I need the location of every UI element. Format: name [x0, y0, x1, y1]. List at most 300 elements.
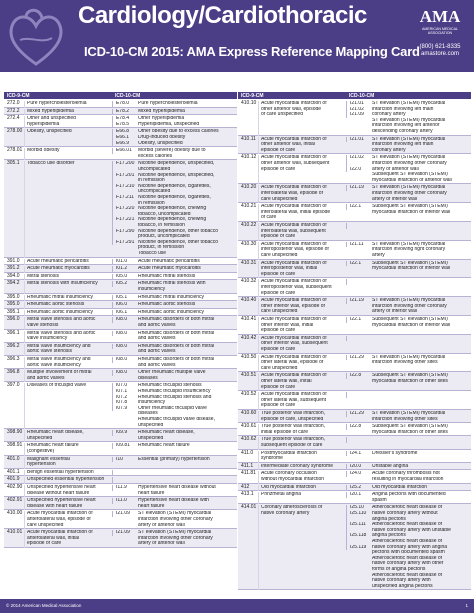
table-row [238, 154, 471, 184]
table-row [4, 160, 237, 257]
icd10-code [112, 109, 136, 115]
icd10-code-line: I06.1 [116, 309, 128, 315]
icd10-code [112, 443, 136, 449]
icd10-description-line: Rheumatic disorders of both mitral [138, 357, 215, 362]
icd10-description-line: spasm [372, 497, 387, 503]
icd9-description-line: hypertension [27, 462, 56, 468]
icd10-code-line: I08.0 [116, 370, 128, 376]
table-row [238, 372, 471, 391]
icd9-description-line: Rheumatic aortic stenosis [27, 302, 85, 308]
icd10-description-line: Rheumatic mitral insufficiency [138, 294, 205, 300]
icd9-description [24, 331, 109, 343]
icd9-description-line: True posterior wall infarction, [261, 424, 326, 430]
icd9-description [258, 471, 343, 483]
icd10-code-line: I21.02 [350, 155, 364, 161]
icd10-description [372, 485, 469, 491]
footer [0, 599, 474, 613]
icd10-code-line: F17.200 [116, 161, 135, 167]
icd10-code [346, 437, 370, 443]
icd10-code [346, 492, 370, 498]
icd9-description-line: Acute myocardial infarction of [261, 260, 327, 266]
icd9-description-line: episode of care [261, 290, 296, 296]
icd9-description-line: True posterior wall infarction, [261, 437, 326, 443]
icd10-description-line: Rheumatic disorders of both mitral [138, 330, 215, 336]
icd10-description-line: and aortic valves [138, 336, 176, 342]
icd10-code [112, 430, 136, 436]
icd10-code [112, 530, 136, 536]
icd10-description [372, 464, 469, 470]
table-row [4, 330, 237, 343]
icd9-description-line: Acute myocardial infarction of [261, 223, 327, 228]
ama-logo-block [410, 8, 470, 66]
icd9-description [258, 451, 343, 463]
icd10-description [138, 457, 235, 463]
icd9-code: 305.1 [7, 160, 20, 167]
icd10-description-line: Subsequent ST elevation (STEMI) [372, 424, 448, 430]
icd10-code-line: I21.09 [116, 530, 130, 536]
icd9-description-line: and aortic valves [27, 375, 65, 381]
icd9-description-line: inferoposterior wall, episode of [261, 247, 329, 253]
icd9-code: 401.9 [7, 476, 20, 483]
icd10-code [112, 266, 136, 272]
icd9-code: 414.01 [241, 504, 257, 511]
icd10-description [138, 274, 235, 280]
icd10-description [372, 223, 469, 229]
icd9-description-line: care unspecified [261, 252, 298, 258]
icd10-code-line: I21.09 [116, 511, 130, 517]
icd10-code [346, 261, 370, 267]
icd9-code: 413.1 [241, 491, 254, 498]
icd9-description-line: Rheumatic heart disease, [27, 430, 84, 436]
icd10-description-line: Pure hypercholesterolemia [138, 101, 198, 106]
icd10-description-line: infarction involving other coronary [372, 303, 447, 309]
icd9-code: 397.0 [7, 382, 20, 389]
icd10-description [372, 451, 469, 457]
icd10-code-line: I21.01 [350, 136, 364, 142]
icd10-code-line: E78.5 [116, 121, 130, 127]
icd10-description-line: angina pectoris [372, 533, 406, 539]
icd10-description-line [138, 470, 235, 476]
icd10-description-line: artery [372, 252, 385, 258]
icd10-code [346, 101, 370, 118]
icd10-code [112, 511, 136, 517]
icd10-description-line: myocardial infarction of inferior wall [372, 266, 451, 272]
icd10-code [346, 355, 370, 361]
icd10-code-line: I22.8 [350, 424, 362, 430]
icd10-description-line: Acute coronary thrombosis not [372, 471, 440, 477]
phone-number: (800) 621-8335 [419, 44, 461, 50]
icd9-description-line: disease with heart failure [27, 503, 83, 509]
icd9-code: 410.40 [241, 297, 257, 304]
icd10-description-line: Rheumatic tricuspid valve disease, [138, 416, 215, 422]
icd10-description-line: Hypertensive heart disease with [138, 498, 209, 504]
icd10-description-line: Nicotine dependence, unspecified, [138, 161, 215, 167]
table-row [4, 529, 237, 548]
icd10-description-line: Atherosclerotic heart disease of [372, 572, 443, 578]
icd9-description-line: Intermediate coronary syndrome [261, 463, 333, 469]
icd10-code-line: F17.201 [116, 172, 135, 178]
icd10-description-line: infarction involving other coronary [372, 160, 447, 166]
icd10-code-line: I21.29 [350, 354, 364, 360]
icd10-code-line: I21.09 [350, 112, 364, 118]
icd10-description-line: Morbid (severe) obesity due to [138, 148, 206, 154]
table-row [4, 497, 237, 510]
table-row [238, 297, 471, 316]
icd10-description-line: Dressler's syndrome [372, 450, 418, 456]
table-row [4, 382, 237, 429]
icd10-code-line: I01.0 [116, 258, 128, 264]
icd10-code [112, 457, 136, 463]
table-row [4, 301, 237, 309]
icd10-description-line: ST elevation (STEMI) myocardial [372, 101, 446, 106]
icd9-description-line: True posterior wall infarction, [261, 411, 326, 416]
icd10-code-line: I05.2 [116, 281, 128, 287]
icd10-description [138, 498, 235, 509]
icd9-description-line: episode of care [261, 328, 296, 334]
icd9-description [258, 317, 343, 335]
icd10-code [346, 411, 370, 417]
icd9-code: 272.2 [7, 107, 20, 114]
icd10-description-line: ST elevation (STEMI) myocardial [138, 511, 212, 517]
icd10-description-line: Old myocardial infarction [372, 484, 428, 490]
icd10-code-line: I08.0 [116, 357, 128, 362]
icd9-description [24, 259, 109, 266]
table-row [4, 273, 237, 281]
icd9-description-line: without myocardial infarction [261, 476, 325, 482]
icd10-description-line: myocardial infarction of other sites [372, 429, 448, 435]
icd10-description [138, 302, 235, 308]
icd10-code [112, 281, 136, 287]
icd10-description [372, 437, 469, 443]
icd10-code [112, 274, 136, 280]
icd9-description [24, 148, 109, 160]
icd9-code: 402.91 [7, 497, 23, 504]
icd10-description-line [372, 336, 469, 342]
icd9-description [24, 101, 109, 108]
icd10-description-line: Hypertensive heart disease without [138, 485, 216, 490]
icd9-code: 410.20 [241, 184, 257, 191]
icd10-code-line [350, 392, 370, 398]
table-row [238, 203, 471, 222]
icd9-description [258, 279, 343, 297]
icd10-description-line: Essential (primary) hypertension [138, 456, 210, 462]
icd10-description-line: Rheumatic heart failure [138, 443, 190, 449]
icd10-code-line [350, 437, 370, 443]
icd10-description-line: ST elevation (STEMI) myocardial [372, 241, 446, 247]
icd9-description-line: other anterior wall, initial [261, 142, 315, 148]
icd9-description-line: inferolateral wall, episode of [261, 190, 323, 196]
header-banner [0, 0, 474, 72]
icd10-description-line: infarction involving right coronary [372, 247, 446, 253]
icd10-code-line: F17.211 [116, 194, 134, 200]
table-row [4, 316, 237, 329]
icd9-description-line: episode of care [261, 166, 296, 172]
icd10-description [372, 492, 469, 503]
icd9-description-line: inferoposterior wall, initial [261, 266, 318, 272]
icd10-description-line [372, 279, 469, 285]
icd9-code: 394.2 [7, 280, 20, 287]
icd9-description-line: Acute myocardial infarction of [261, 185, 327, 191]
icd9-description-line: Obesity, unspecified [27, 129, 72, 135]
icd10-code [346, 223, 370, 229]
icd9-description-line: Acute myocardial infarction of [261, 241, 327, 247]
icd9-description-line: unspecified [27, 435, 53, 441]
icd10-description [138, 477, 235, 483]
icd9-description [24, 310, 109, 317]
table-row [238, 335, 471, 354]
icd9-description [24, 430, 109, 442]
icd10-description-line: Obesity, unspecified [138, 140, 183, 146]
icd10-code-line: I01.2 [116, 266, 128, 272]
icd9-code: 411.1 [241, 462, 254, 469]
icd9-description-line: Rheumatic aortic insufficiency [27, 309, 94, 315]
icd10-code [112, 116, 136, 127]
table-row [4, 115, 237, 128]
icd9-description [24, 511, 109, 529]
icd9-description [258, 392, 343, 410]
icd9-description [258, 137, 343, 155]
icd10-description [372, 137, 469, 154]
icd10-description-line: myocardial infarction of inferior wall [372, 209, 451, 215]
icd10-description-line: Atherosclerotic heart disease of [372, 555, 443, 561]
table-row [4, 309, 237, 317]
icd9-code: 410.52 [241, 391, 257, 398]
icd9-code: 410.50 [241, 353, 257, 360]
icd9-code: 402.90 [7, 484, 23, 490]
icd10-description-line: Rheumatic tricuspid insufficiency [138, 388, 211, 394]
icd10-code-line [350, 336, 370, 342]
table-row [4, 258, 237, 266]
icd10-description-line: diseases [138, 375, 158, 381]
icd9-description-line: episode of care [261, 384, 296, 390]
icd10-description [138, 259, 235, 265]
icd9-code: 396.1 [7, 329, 20, 336]
icd10-description [372, 204, 469, 215]
icd9-code: 394.0 [7, 272, 20, 279]
icd10-header: ICD-10-CM [349, 93, 375, 99]
icd9-code: 412 [241, 483, 250, 490]
icd10-description-line: and aortic valves [138, 322, 176, 328]
icd9-description-line: care unspecified [261, 365, 298, 371]
icd10-code-line: E78.4 [116, 116, 130, 122]
icd9-description-line: inferoposterior wall, subsequent [261, 284, 332, 290]
website-link[interactable]: amastore.com [420, 51, 459, 57]
icd10-description [138, 101, 235, 107]
icd9-code: 410.21 [241, 203, 257, 210]
icd10-code-line: I22.1 [350, 260, 362, 266]
icd10-code-line [350, 223, 370, 229]
icd10-description-line: product, uncomplicated [138, 234, 190, 240]
icd10-description-line: Rheumatic aortic insufficiency [138, 309, 205, 315]
icd9-code: 410.62 [241, 436, 257, 443]
icd10-code [346, 298, 370, 304]
icd9-description-line: Diseases of tricuspid valve [27, 383, 87, 389]
icd10-description-line: forms of angina pectoris [372, 566, 426, 572]
icd10-description-line: myocardial infarction of other sites [372, 378, 448, 384]
icd10-description-line: infarction involving other coronary [372, 190, 447, 196]
icd9-description [258, 298, 343, 316]
icd10-code-line: I22.0 [350, 166, 362, 172]
icd10-description-line: Nicotine dependence, other tobacco [138, 239, 219, 245]
icd10-code-line [116, 470, 136, 476]
icd10-code [346, 242, 370, 248]
icd10-description-line: insufficiency [138, 286, 166, 292]
icd9-code: 391.0 [7, 257, 20, 264]
icd9-description-line: other lateral wall, episode of [261, 360, 324, 366]
icd10-code-line: I24.0 [350, 471, 362, 477]
icd9-description-line: Coronary atherosclerosis of [261, 505, 323, 511]
icd9-description-line: Acute myocardial infarction of [261, 335, 327, 341]
icd10-code-line: I25.2 [350, 484, 362, 490]
icd10-description-line: Rheumatic heart disease, [138, 430, 195, 436]
icd10-description-line [372, 223, 469, 229]
icd10-description [138, 109, 235, 115]
icd9-description-line: Unspecified hypertensive heart [27, 498, 96, 504]
icd10-description-line: ST elevation (STEMI) myocardial [372, 136, 446, 142]
icd9-description-line: Acute myocardial infarction of [27, 530, 93, 536]
icd10-code [112, 148, 136, 154]
icd9-description-line: Mitral stenosis with insufficiency [27, 281, 98, 287]
icd9-description-line: hyperlipidemia [27, 121, 60, 127]
icd10-description [138, 511, 235, 528]
icd10-description [138, 295, 235, 301]
icd9-description-line: Acute myocardial infarction of [261, 279, 327, 285]
icd10-code-line: I07.9 [116, 405, 128, 411]
icd10-code-line [350, 279, 370, 285]
table-row [238, 241, 471, 260]
icd10-description [138, 116, 235, 127]
icd9-description [258, 336, 343, 354]
icd9-description-line: Acute myocardial infarction of [261, 392, 327, 398]
icd10-description-line: Rheumatic disorders of both mitral [138, 317, 215, 323]
icd10-code-line: I07.2 [116, 394, 128, 400]
icd9-description [24, 485, 109, 497]
icd10-description-line: pectoris with documented spasm [372, 550, 445, 556]
icd10-description-line: in remission [138, 200, 165, 206]
icd9-description [258, 101, 343, 136]
icd10-code-line: I10 [116, 456, 123, 462]
icd10-description-line: tobacco, in remission [138, 222, 185, 228]
icd10-description-line: Unstable angina [372, 463, 409, 469]
table-row [4, 128, 237, 147]
icd9-code: 401.1 [7, 468, 20, 475]
icd9-description-line: Prinzmetal angina [261, 492, 302, 498]
icd10-description-line: Nicotine dependence, cigarettes, [138, 194, 211, 200]
icd10-description-line: ST elevation (STEMI) myocardial [372, 354, 446, 360]
icd10-description-line: Nicotine dependence, unspecified, [138, 172, 215, 178]
icd10-code-line: I21.29 [350, 411, 364, 416]
icd9-description-line: anterolateral wall, episode of [27, 516, 91, 522]
icd10-description-line: native coronary artery without [372, 510, 438, 516]
table-row [4, 294, 237, 302]
icd10-description-line: Atherosclerotic heart disease of [372, 505, 443, 511]
icd10-description-line: native coronary artery with unstable [372, 527, 451, 533]
icd10-description [372, 298, 469, 315]
icd9-description-line: episode of care [261, 147, 296, 153]
icd10-description [372, 185, 469, 202]
icd10-description-line: infarction involving left anterior [372, 123, 440, 129]
icd10-code [112, 129, 136, 146]
icd9-description-line: Acute myocardial infarction of [261, 136, 327, 142]
icd9-description-line: Acute myocardial infarction of [261, 155, 327, 161]
icd10-description-line: and aortic valves [138, 349, 176, 355]
heart-illustration-icon [6, 6, 66, 68]
icd9-description-line: Pure hypercholesterolemia [27, 101, 87, 106]
icd9-description-line: other anterior wall, subsequent [261, 160, 330, 166]
icd10-description [138, 470, 235, 476]
icd10-code [346, 392, 370, 398]
icd9-description-line: disease without heart failure [27, 490, 90, 496]
icd9-code: 395.1 [7, 308, 20, 315]
icd10-code [112, 295, 136, 301]
icd10-code-line: E66.01 [116, 148, 132, 154]
icd10-code [112, 470, 136, 476]
icd10-description [138, 317, 235, 328]
icd10-code [346, 185, 370, 191]
icd10-description-line: Hyperlipidemia, unspecified [138, 121, 200, 127]
icd10-code [112, 370, 136, 376]
icd10-description [138, 310, 235, 316]
icd10-description [372, 101, 469, 135]
icd9-code: 410.41 [241, 316, 257, 322]
icd9-description [258, 424, 343, 436]
icd9-code: 411.81 [241, 470, 256, 477]
page-subtitle: ICD-10-CM 2015: AMA Express Reference Mapping Card [84, 44, 420, 59]
icd10-description [372, 317, 469, 328]
icd9-description [24, 161, 109, 257]
icd9-description-line: (congestive) [27, 448, 55, 454]
icd9-description [24, 344, 109, 356]
icd9-description-line: other lateral wall, subsequent [261, 397, 327, 403]
icd10-description [138, 383, 235, 428]
icd10-description [138, 530, 235, 547]
icd9-code: 410.51 [241, 372, 257, 379]
icd9-code: 410.30 [241, 240, 257, 247]
icd9-code: 398.90 [7, 429, 23, 436]
icd9-description [24, 370, 109, 382]
icd10-description [372, 505, 469, 589]
table-row [238, 222, 471, 241]
icd9-description [24, 357, 109, 369]
icd10-description-line: native coronary artery with [372, 578, 431, 584]
icd10-description-line: coronary artery [372, 147, 406, 153]
icd9-description-line: episode of care [261, 403, 296, 409]
icd10-code [346, 336, 370, 342]
icd9-description-line: inferolateral wall, initial episode [261, 209, 331, 215]
table-row [4, 484, 237, 497]
icd10-description-line: native coronary artery with other [372, 561, 444, 567]
icd9-description-line: episode of care [261, 234, 296, 240]
icd10-description-line: artery of anterior wall [138, 541, 185, 547]
icd10-description [138, 430, 235, 441]
icd9-description [24, 457, 109, 469]
icd10-description [372, 155, 469, 183]
icd10-description-line: ST elevation (STEMI) myocardial [138, 530, 212, 536]
icd9-description-line: Acute myocardial infarction of [261, 298, 327, 304]
icd9-code: 410.22 [241, 222, 257, 228]
icd10-description-line: angina pectoris [372, 516, 406, 522]
icd9-description [258, 411, 343, 423]
icd10-code-line: I25.118 [350, 533, 367, 539]
icd10-code [112, 259, 136, 265]
icd9-code: 410.01 [7, 529, 23, 536]
table-row [4, 469, 237, 477]
icd10-description-line: Other rheumatic multiple valve [138, 370, 206, 376]
table-row [238, 354, 471, 373]
icd10-code-line: I08.0 [116, 343, 128, 349]
icd10-code [346, 204, 370, 210]
icd10-description-line: Angina pectoris with documented [372, 492, 446, 498]
